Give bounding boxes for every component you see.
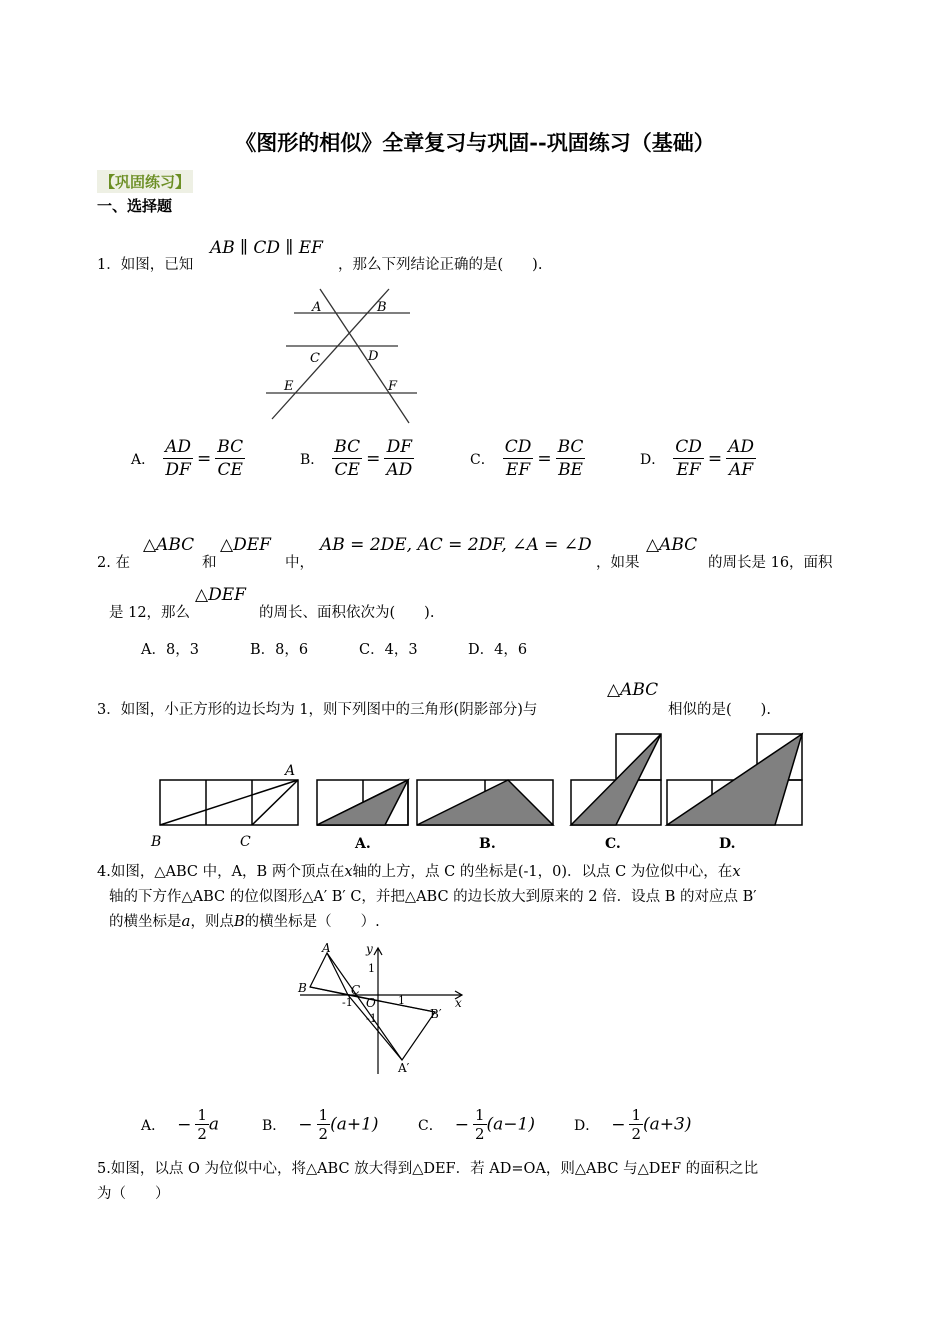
q1-label-f: F xyxy=(388,379,398,394)
q2-option-c: C．4，3 xyxy=(359,642,418,658)
q3-pre: 3．如图，小正方形的边长均为 1，则下列图中的三角形(阴影部分)与 xyxy=(97,702,538,718)
q2-line2-pre: 是 12，那么 xyxy=(109,605,191,621)
q4-line1: 4.如图，△ABC 中，A，B 两个顶点在x轴的上方，点 C 的坐标是(-1，0)．以点 C 为位似中心，在x xyxy=(97,864,741,880)
q1-label-e: E xyxy=(284,379,294,394)
q3-figure xyxy=(145,730,810,855)
q4-option-b: B． − $\frac{1}{2}$ (a+1) xyxy=(262,1106,379,1143)
q2-option-a: A．8，3 xyxy=(141,642,199,658)
q2-cond: AB = 2DE, AC = 2DF, ∠A = ∠D xyxy=(320,535,592,555)
q2-option-b: B．8，6 xyxy=(250,642,309,658)
q1-label-b: B xyxy=(377,300,387,315)
q2-if: ，如果 xyxy=(596,555,640,571)
q4-label-x: x xyxy=(455,996,462,1010)
q1-prefix: 1．如图，已知 xyxy=(97,257,194,273)
section-heading: 一、选择题 xyxy=(97,197,173,215)
q2-mid: 中， xyxy=(285,555,314,571)
q3-tri: △ABC xyxy=(607,680,659,700)
q1-label-c: C xyxy=(310,351,320,366)
q1-figure xyxy=(262,285,422,425)
q2-num: 2. 在 xyxy=(97,555,130,571)
q5-line2: 为（ ） xyxy=(97,1186,170,1202)
q2-rest1: 的周长是 16，面积 xyxy=(708,555,833,571)
q2-tri3: △ABC xyxy=(646,535,698,555)
q1-option-a: A． $\frac{AD}{DF}$ = $\frac{BC}{CE}$ xyxy=(131,437,244,480)
q4-label-a: A xyxy=(322,941,331,955)
q2-option-d: D．4，6 xyxy=(468,642,528,658)
q4-label-ap: A′ xyxy=(398,1061,410,1075)
q4-option-a: A． − $\frac{1}{2}$ a xyxy=(141,1106,220,1143)
q3-option-c: C. xyxy=(605,836,621,852)
q1-math: AB ∥ CD ∥ EF xyxy=(210,238,323,258)
q5-line1: 5.如图，以点 O 为位似中心，将△ABC 放大得到△DEF．若 AD=OA，则△ABC 与△DEF 的面积之比 xyxy=(97,1161,759,1177)
q4-label-c: C xyxy=(351,983,361,997)
q4-label-y: y xyxy=(366,942,373,956)
q1-option-d: D． $\frac{CD}{EF}$ = $\frac{AD}{AF}$ xyxy=(640,437,755,480)
q2-line2-post: 的周长、面积依次为( ). xyxy=(259,605,435,621)
q4-tick-xneg1: -1 xyxy=(342,996,353,1009)
q4-figure xyxy=(290,940,475,1080)
page-title: 《图形的相似》全章复习与巩固--巩固练习（基础） xyxy=(235,130,715,155)
q4-label-bp: B′ xyxy=(430,1007,442,1021)
q2-tri1: △ABC xyxy=(143,535,195,555)
q4-tick-x1: 1 xyxy=(398,994,405,1007)
q4-label-b: B xyxy=(298,981,307,995)
q1-label-d: D xyxy=(368,349,379,364)
section-tag: 【巩固练习】 xyxy=(97,170,193,193)
q2-and: 和 xyxy=(202,555,217,571)
q4-tick-y1: 1 xyxy=(368,962,375,975)
q4-line2: 轴的下方作△ABC 的位似图形△A′ B′ C，并把△ABC 的边长放大到原来的 2 倍．设点 B 的对应点 B′ xyxy=(109,889,757,905)
q3-label-a: A xyxy=(285,763,296,779)
q2-tri4: △DEF xyxy=(195,585,246,605)
q4-label-o: O xyxy=(366,996,376,1010)
q2-tri2: △DEF xyxy=(220,535,271,555)
q3-label-c: C xyxy=(240,834,251,850)
q4-option-c: C． − $\frac{1}{2}$ (a−1) xyxy=(418,1106,535,1143)
q3-label-b: B xyxy=(151,834,162,850)
q1-label-a: A xyxy=(312,300,322,315)
q4-tick-yneg1: -1 xyxy=(366,1012,377,1025)
q3-option-b: B. xyxy=(479,836,496,852)
q1-option-b: B． $\frac{BC}{CE}$ = $\frac{DF}{AD}$ xyxy=(300,437,413,480)
q1-option-c: C． $\frac{CD}{EF}$ = $\frac{BC}{BE}$ xyxy=(470,437,584,480)
q1-suffix: ，那么下列结论正确的是( ). xyxy=(338,257,543,273)
q3-option-d: D. xyxy=(719,836,736,852)
q4-option-d: D． − $\frac{1}{2}$ (a+3) xyxy=(574,1106,692,1143)
q3-option-a: A. xyxy=(355,836,371,852)
q3-post: 相似的是( ). xyxy=(668,702,771,718)
q4-line3: 的横坐标是a，则点B的横坐标是（ ）. xyxy=(109,912,380,930)
